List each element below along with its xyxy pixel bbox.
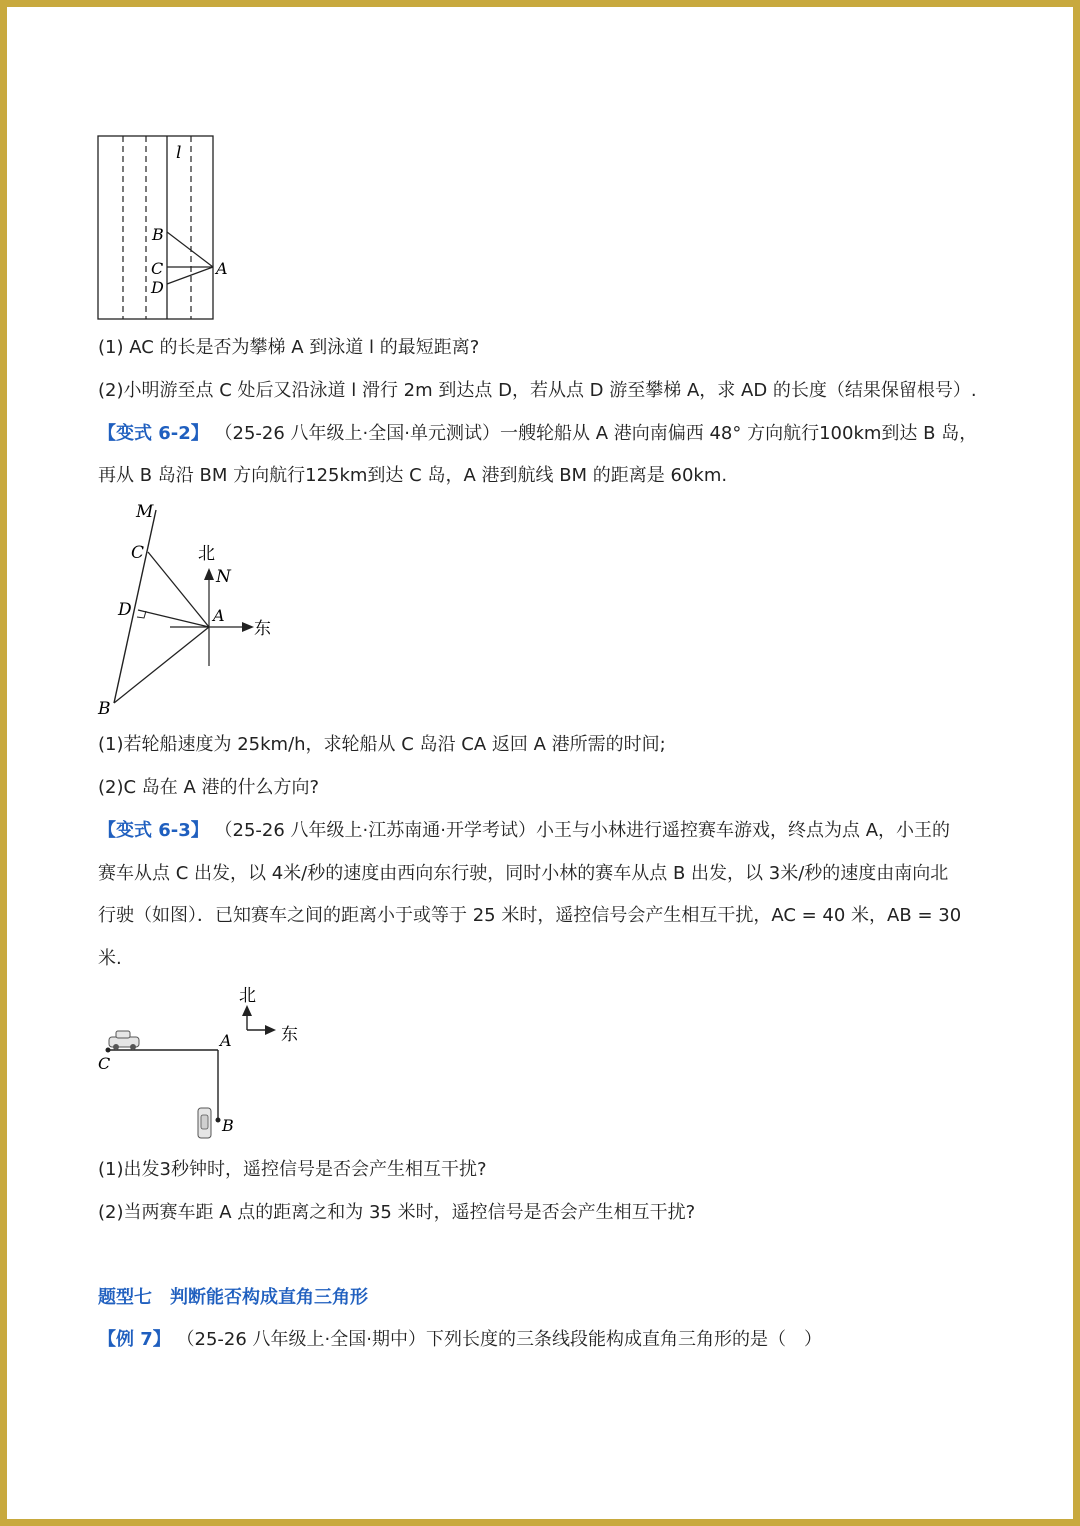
variant-6-3-tag: 【变式 6-3】 (98, 820, 209, 841)
label-l: l (176, 143, 182, 163)
label-B: B (152, 225, 164, 244)
variant-6-3-text-1: （25-26 八年级上·江苏南通·开学考试）小王与小林进行遥控赛车游戏，终点为点 A，小王的 (214, 820, 951, 841)
example-7-text: （25-26 八年级上·全国·期中）下列长度的三条线段能构成直角三角形的是（ ） (176, 1329, 822, 1350)
variant-6-3-question-2: (2)当两赛车距 A 点的距离之和为 35 米时，遥控信号是否会产生相互干扰? (98, 1202, 696, 1223)
fig2-label-M: M (136, 502, 154, 522)
fig3-label-east: 东 (281, 1025, 298, 1045)
variant-6-2-line-2: 再从 B 岛沿 BM 方向航行125km到达 C 岛，A 港到航线 BM 的距离是 60km. (98, 465, 728, 486)
label-A: A (216, 259, 228, 278)
fig2-label-B: B (98, 699, 111, 719)
fig2-label-N: N (216, 567, 231, 587)
variant-6-3-line-4: 米. (98, 948, 122, 969)
variant-6-2-line-1 (98, 422, 977, 446)
variant-6-2-question-1: (1)若轮船速度为 25km/h，求轮船从 C 岛沿 CA 返回 A 港所需的时间; (98, 734, 666, 755)
fig3-label-C: C (98, 1054, 111, 1073)
fig3-label-B: B (222, 1116, 234, 1135)
car-c-icon (109, 1031, 139, 1050)
fig2-label-A: A (213, 606, 225, 625)
pool-question-1: (1) AC 的长是否为攀梯 A 到泳道 l 的最短距离? (98, 337, 480, 358)
section-7-heading: 题型七 判断能否构成直角三角形 (98, 1287, 368, 1308)
variant-6-3-line-1 (98, 819, 950, 843)
variant-6-2-question-2: (2)C 岛在 A 港的什么方向? (98, 777, 320, 798)
variant-6-3-line-3: 行驶（如图）．已知赛车之间的距离小于或等于 25 米时，遥控信号会产生相互干扰，AC = 40 米，AB = 30 (98, 905, 962, 926)
fig2-label-C: C (131, 543, 145, 563)
fig3-label-north: 北 (239, 986, 256, 1006)
figure-car-race (96, 985, 306, 1145)
figure-ship-route (96, 498, 286, 723)
pool-question-2: (2)小明游至点 C 处后又沿泳道 l 滑行 2m 到达点 D，若从点 D 游至攀梯 A，求 AD 的长度（结果保留根号）. (98, 380, 977, 401)
label-C: C (151, 259, 164, 278)
fig3-label-A: A (220, 1031, 232, 1050)
variant-6-2-tag: 【变式 6-2】 (98, 423, 209, 444)
fig2-label-D: D (118, 600, 132, 620)
figure-swimming-lanes (96, 134, 228, 324)
variant-6-2-text-1: （25-26 八年级上·全国·单元测试）一艘轮船从 A 港向南偏西 48° 方向航行100km到达 B 岛， (214, 423, 978, 444)
example-7-tag: 【例 7】 (98, 1329, 171, 1350)
variant-6-3-line-2: 赛车从点 C 出发，以 4米/秒的速度由西向东行驶，同时小林的赛车从点 B 出发，以 3米/秒的速度由南向北 (98, 863, 949, 884)
fig2-label-east: 东 (254, 619, 271, 639)
car-b-icon (198, 1108, 211, 1138)
variant-6-3-question-1: (1)出发3秒钟时，遥控信号是否会产生相互干扰? (98, 1159, 487, 1180)
label-D: D (151, 278, 164, 297)
example-7-line (98, 1328, 822, 1352)
fig2-label-north: 北 (198, 544, 215, 564)
